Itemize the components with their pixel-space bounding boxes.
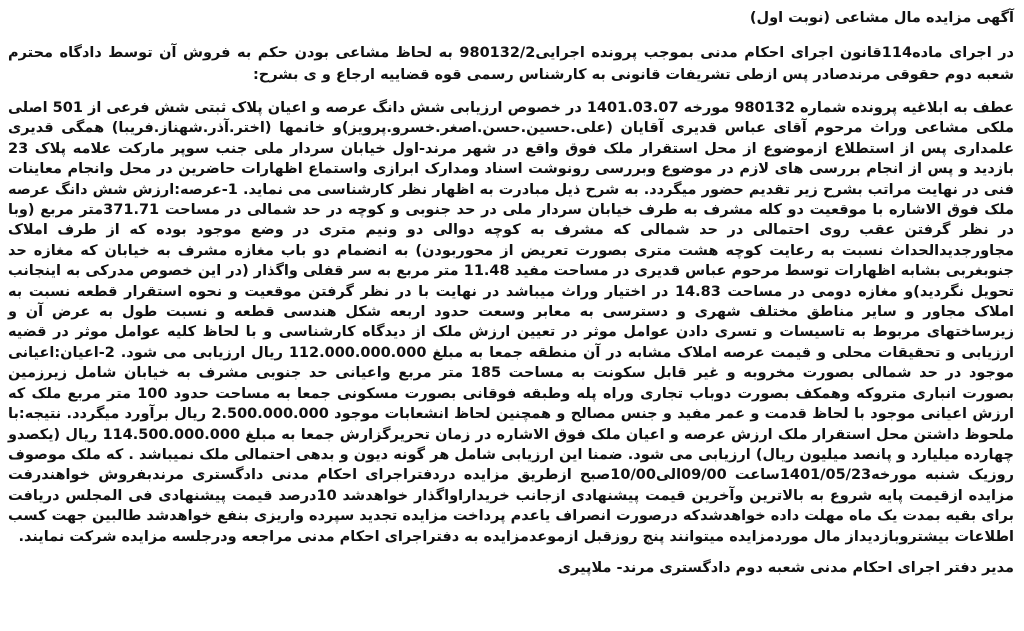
notice-body-paragraph: عطف به ابلاغیه پرونده شماره 980132 مورخه 1401.03.07 در خصوص ارزیابی شش دانگ عرصه و اعیان پلاک ثبتی شش فرعی از 501 اصلی ملکی مشاعی وراث مرحوم آقای عباس قدیری آقایان (علی.حسین.حسن.اصغر.خسرو.پرویز)و خانمها (اختر.آذر.شهناز.فریبا) همگی قدیری علمداری پس از استطلاع ازموضوع از محل استقرار ملک فوق واقع در شهر مرند-اول خیابان سردار ملی جنب سوپر مارکت علامه پلاک 23 بازدید و پس از انجام بررسی های لازم در موضوع وبررسی رونوشت اسناد ومدارک ابرازی واستماع اظهارات حاضرین در محل وانجام معاینات فنی در نهایت مراتب بشرح زیر تقدیم حضور میگردد. به شرح ذیل مبادرت به اظهار نظر کارشناسی می نماید. 1-عرصه:ارزش شش دانگ عرصه ملک فوق الاشاره با موقعیت دو کله مشرف به طرف خیابان سردار ملی در حد جنوبی و کوچه در حد شمالی در مساحت 371.71متر مربع (وبا در نظر گرفتن عقب روی احتمالی در حد شمالی که مشرف به کوچه دوالی دو ونیم متری در وضع موجود بوده که از طرف املاک مجاورجدیدالحداث نسبت به رعایت کوچه هشت متری بصورت تعریض از محوربودن) به انضمام دو باب مغازه مشرف به خیابان که مغازه حد جنوبغربی بشابه اظهارات توسط مرحوم عباس قدیری در مساحت مفید 11.48 متر مربع به سر قفلی واگذار (در این خصوص مدرکی به اینجانب تحویل نگردید)و مغازه دومی در مساحت 14.83 در اختیار وراث میباشد در نهایت با در نظر گرفتن موقعیت و نحوه استقرار قطعه نسبت به املاک مجاور و سایر مناطق مختلف شهری و دسترسی به معابر وسعت حدود اربعه شکل هندسی قطعه و نسبت طول به عرض آن و زیرساختهای مربوط به تاسیسات و تسری دادن عوامل موثر در تعیین ارزش ملک از دیدگاه کارشناسی و با لحاظ کلیه عوامل موثر در قضیه ارزیابی و تحقیقات محلی و قیمت عرصه املاک مشابه در آن منطقه جمعا به مبلغ 112.000.000.000 ریال ارزیابی می شود. 2-اعیان:اعیانی موجود در حد شمالی بصورت مخروبه و غیر قابل سکونت به مساحت 185 متر مربع واعیانی حد جنوبی مشرف به خیابان شامل زیرزمین بصورت انباری متروکه وهمکف بصورت دوباب تجاری وراه پله وطبقه فوقانی بصورت مسکونی جمعا به مساحت حدود 100 متر مربع ملک که ارزش اعیانی موجود با لحاظ قدمت و عمر مفید و جنس مصالح و همچنین لحاظ انشعابات موجود 2.500.000.000 ریال برآورد میگردد. نتیجه:با ملحوظ داشتن محل استقرار ملک ارزش عرصه و اعیان ملک فوق الاشاره در زمان تحریرگزارش جمعا به مبلغ 114.500.000.000 ریال (یکصدو چهارده میلیارد و پانصد میلیون ریال) ارزیابی می شود. ضمنا این ارزیابی شامل هر گونه دیون و بدهی احتمالی ملک نمیباشد . که ملک موصوف روزیک شنبه مورخه1401/05/23ساعت 09/00الی10/00صبح ازطریق مزایده دردفتراجرای احکام مدنی دادگستری مرندبفروش خواهندرفت مزایده ازقیمت پایه شروع به بالاترین وآخرین قیمت پیشنهادی ازجانب خریداراواگذار خواهدشد 10درصد قیمت پیشنهادی فی المجلس دریافت برای بقیه بمدت یک ماه مهلت داده خواهدشدکه درصورت انصراف یاعدم پرداخت مزایده تجدید سپرده واریزی بنفع خواهدشد طالبین جهت کسب اطلاعات بیشتروبازدیداز مال موردمزایده میتوانند پنج روزقبل ازموعدمزایده به دفتراجرای احکام مدنی مراجعه ودرجلسه مزایده شرکت نمایند. [8,100,1015,545]
notice-intro-paragraph: در اجرای ماده114قانون اجرای احکام مدنی بموجب پرونده اجرایی980132/2 به لحاظ مشاعی بودن حکم به فروش آن توسط دادگاه محترم شعبه دوم حقوقی مرندصادر پس ازطی تشریفات قانونی به کارشناس رسمی قوه قضاییه ارجاع و ی بشرح: [8,45,1015,83]
notice-signature: مدیر دفتر اجرای احکام مدنی شعبه دوم دادگستری مرند- ملاپیری [557,559,1014,576]
notice-title: آگهی مزایده مال مشاعی (نوبت اول) [749,10,1014,26]
